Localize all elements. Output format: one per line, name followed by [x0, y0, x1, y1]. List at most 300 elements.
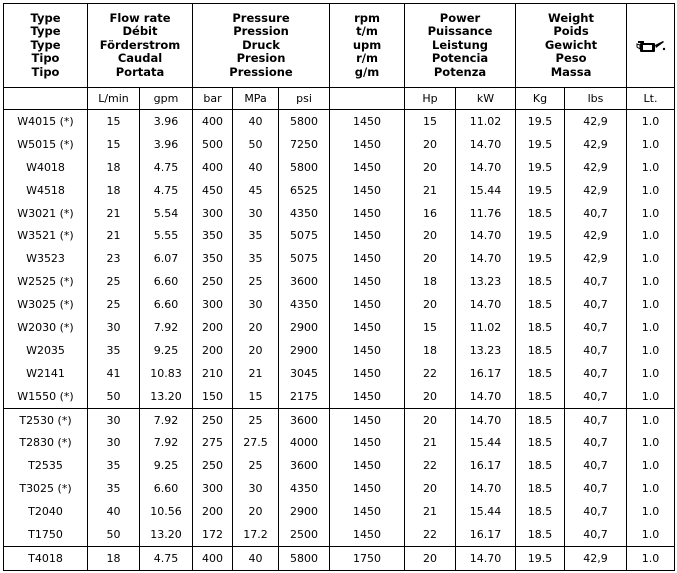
- table-cell: 1.0: [627, 546, 675, 570]
- table-cell: 350: [193, 247, 233, 270]
- table-cell: 1450: [330, 385, 405, 408]
- table-cell: 350: [193, 224, 233, 247]
- table-cell: 300: [193, 202, 233, 225]
- table-cell: 30: [88, 408, 140, 431]
- table-cell: 9.25: [140, 339, 193, 362]
- table-cell: 18.5: [516, 339, 565, 362]
- table-cell: 15.44: [456, 431, 516, 454]
- table-cell: 20: [405, 247, 456, 270]
- table-cell: 40,7: [565, 500, 627, 523]
- header-line: Massa: [550, 64, 592, 79]
- model-name-cell: T2040: [4, 500, 88, 523]
- header-line: Tipo: [31, 64, 60, 79]
- table-cell: 1450: [330, 224, 405, 247]
- table-cell: 40,7: [565, 270, 627, 293]
- table-cell: 1450: [330, 133, 405, 156]
- unit-label: L/min: [88, 88, 140, 110]
- header-line: Portata: [115, 64, 165, 79]
- table-cell: 35: [88, 454, 140, 477]
- table-cell: 1.0: [627, 385, 675, 408]
- table-row: [4, 431, 675, 454]
- table-cell: 20: [405, 133, 456, 156]
- table-cell: 1.0: [627, 408, 675, 431]
- table-cell: 20: [405, 156, 456, 179]
- table-cell: 35: [233, 224, 279, 247]
- table-cell: 1450: [330, 454, 405, 477]
- table-cell: 20: [233, 500, 279, 523]
- table-cell: 4.75: [140, 179, 193, 202]
- model-name-cell: W2030 (*): [4, 316, 88, 339]
- table-cell: 1450: [330, 247, 405, 270]
- model-group: [4, 110, 675, 409]
- header-line: Flow rate: [109, 10, 171, 25]
- table-cell: 4.75: [140, 546, 193, 570]
- header-line: Gewicht: [544, 37, 598, 52]
- table-cell: 18: [405, 270, 456, 293]
- table-cell: 35: [88, 477, 140, 500]
- unit-label: Lt.: [627, 88, 675, 110]
- model-name-cell: W3025 (*): [4, 293, 88, 316]
- table-row: [4, 362, 675, 385]
- table-cell: 1.0: [627, 247, 675, 270]
- table-cell: 250: [193, 454, 233, 477]
- table-cell: 13.20: [140, 385, 193, 408]
- table-cell: 42,9: [565, 224, 627, 247]
- table-cell: 1450: [330, 179, 405, 202]
- header-line: Druck: [242, 37, 280, 52]
- table-cell: 2900: [279, 316, 330, 339]
- table-cell: 1.0: [627, 270, 675, 293]
- table-cell: 16.17: [456, 454, 516, 477]
- table-cell: 20: [405, 224, 456, 247]
- table-cell: 300: [193, 293, 233, 316]
- table-cell: 2500: [279, 523, 330, 546]
- rpm-header: [330, 4, 405, 88]
- table-cell: 14.70: [456, 293, 516, 316]
- table-cell: 7.92: [140, 408, 193, 431]
- model-name-cell: W2525 (*): [4, 270, 88, 293]
- table-cell: 40,7: [565, 477, 627, 500]
- header-line: Potencia: [431, 51, 489, 66]
- table-cell: 4350: [279, 477, 330, 500]
- table-row: [4, 293, 675, 316]
- model-name-cell: W3523: [4, 247, 88, 270]
- table-cell: 14.70: [456, 546, 516, 570]
- model-name-cell: T2530 (*): [4, 408, 88, 431]
- table-cell: 15: [405, 110, 456, 133]
- unit-label: Kg: [516, 88, 565, 110]
- table-cell: 40: [233, 110, 279, 133]
- table-cell: 19.5: [516, 247, 565, 270]
- unit-label: MPa: [233, 88, 279, 110]
- table-cell: 1450: [330, 500, 405, 523]
- table-row: [4, 156, 675, 179]
- table-cell: 40,7: [565, 316, 627, 339]
- table-cell: 15: [405, 316, 456, 339]
- table-row: [4, 477, 675, 500]
- flow-rate-header: [88, 4, 193, 88]
- table-cell: 42,9: [565, 546, 627, 570]
- table-cell: 7.92: [140, 431, 193, 454]
- table-cell: 16.17: [456, 362, 516, 385]
- table-cell: 210: [193, 362, 233, 385]
- table-cell: 14.70: [456, 156, 516, 179]
- table-cell: 30: [233, 293, 279, 316]
- table-row: [4, 523, 675, 546]
- table-cell: 20: [405, 408, 456, 431]
- table-cell: 40,7: [565, 385, 627, 408]
- table-row: [4, 500, 675, 523]
- table-cell: 275: [193, 431, 233, 454]
- table-cell: 30: [88, 431, 140, 454]
- table-cell: 9.25: [140, 454, 193, 477]
- header-line: Type: [30, 10, 61, 25]
- header-line: Förderstrom: [99, 37, 181, 52]
- table-cell: 1.0: [627, 339, 675, 362]
- table-cell: 200: [193, 316, 233, 339]
- table-cell: 40,7: [565, 408, 627, 431]
- model-name-cell: W3521 (*): [4, 224, 88, 247]
- header-line: Poids: [553, 24, 589, 39]
- table-cell: 20: [405, 293, 456, 316]
- header-line: Caudal: [117, 51, 163, 66]
- table-cell: 11.76: [456, 202, 516, 225]
- table-cell: 50: [88, 523, 140, 546]
- table-cell: 21: [88, 202, 140, 225]
- table-cell: 42,9: [565, 247, 627, 270]
- table-cell: 3600: [279, 454, 330, 477]
- table-cell: 7250: [279, 133, 330, 156]
- table-cell: 400: [193, 156, 233, 179]
- table-cell: 5075: [279, 247, 330, 270]
- table-cell: 19.5: [516, 546, 565, 570]
- power-header: [405, 4, 516, 88]
- table-cell: 19.5: [516, 179, 565, 202]
- table-cell: 1450: [330, 110, 405, 133]
- table-cell: 2900: [279, 339, 330, 362]
- table-cell: 42,9: [565, 156, 627, 179]
- table-cell: 1.0: [627, 316, 675, 339]
- table-cell: 1.0: [627, 293, 675, 316]
- type-header: [4, 4, 88, 88]
- table-cell: 1450: [330, 362, 405, 385]
- unit-label: gpm: [140, 88, 193, 110]
- table-cell: 18: [88, 156, 140, 179]
- table-cell: 15: [233, 385, 279, 408]
- table-cell: 21: [233, 362, 279, 385]
- table-cell: 14.70: [456, 385, 516, 408]
- table-row: [4, 546, 675, 570]
- table-cell: 450: [193, 179, 233, 202]
- unit-label: Hp: [405, 88, 456, 110]
- table-cell: 25: [88, 270, 140, 293]
- weight-header: [516, 4, 627, 88]
- table-cell: 400: [193, 110, 233, 133]
- header-line: upm: [352, 37, 382, 52]
- units-blank-cell: [4, 88, 88, 110]
- table-cell: 13.23: [456, 339, 516, 362]
- table-cell: 10.56: [140, 500, 193, 523]
- table-cell: 1.0: [627, 362, 675, 385]
- table-cell: 200: [193, 339, 233, 362]
- table-cell: 20: [233, 316, 279, 339]
- table-cell: 14.70: [456, 408, 516, 431]
- table-cell: 6525: [279, 179, 330, 202]
- table-cell: 30: [88, 316, 140, 339]
- table-cell: 250: [193, 408, 233, 431]
- model-name-cell: W1550 (*): [4, 385, 88, 408]
- table-cell: 22: [405, 523, 456, 546]
- table-cell: 1450: [330, 523, 405, 546]
- table-row: [4, 202, 675, 225]
- table-cell: 5800: [279, 546, 330, 570]
- table-cell: 40: [233, 156, 279, 179]
- table-cell: 40,7: [565, 202, 627, 225]
- table-cell: 21: [88, 224, 140, 247]
- model-name-cell: W3021 (*): [4, 202, 88, 225]
- unit-label: psi: [279, 88, 330, 110]
- table-cell: 500: [193, 133, 233, 156]
- table-cell: 13.20: [140, 523, 193, 546]
- table-cell: 1.0: [627, 500, 675, 523]
- table-cell: 1.0: [627, 454, 675, 477]
- table-cell: 1450: [330, 477, 405, 500]
- units-rpm-blank-cell: [330, 88, 405, 110]
- table-cell: 3.96: [140, 133, 193, 156]
- table-cell: 1.0: [627, 202, 675, 225]
- table-cell: 40,7: [565, 523, 627, 546]
- model-name-cell: T2830 (*): [4, 431, 88, 454]
- header-line: r/m: [356, 51, 378, 66]
- table-cell: 16.17: [456, 523, 516, 546]
- table-cell: 4350: [279, 293, 330, 316]
- header-line: Puissance: [427, 24, 493, 39]
- model-name-cell: T2535: [4, 454, 88, 477]
- table-cell: 3045: [279, 362, 330, 385]
- table-cell: 18.5: [516, 431, 565, 454]
- table-cell: 20: [405, 546, 456, 570]
- table-cell: 1450: [330, 408, 405, 431]
- table-cell: 41: [88, 362, 140, 385]
- table-cell: 30: [233, 477, 279, 500]
- table-cell: 17.2: [233, 523, 279, 546]
- table-cell: 20: [405, 385, 456, 408]
- table-cell: 300: [193, 477, 233, 500]
- model-name-cell: T1750: [4, 523, 88, 546]
- table-cell: 4.75: [140, 156, 193, 179]
- table-cell: 40: [233, 546, 279, 570]
- table-cell: 18.5: [516, 477, 565, 500]
- table-cell: 4350: [279, 202, 330, 225]
- header-line: Débit: [122, 24, 158, 39]
- model-name-cell: T4018: [4, 546, 88, 570]
- header-line: Power: [439, 10, 481, 25]
- model-name-cell: W5015 (*): [4, 133, 88, 156]
- table-cell: 2900: [279, 500, 330, 523]
- table-cell: 14.70: [456, 133, 516, 156]
- table-cell: 22: [405, 362, 456, 385]
- pump-spec-table: [3, 3, 675, 571]
- table-cell: 1750: [330, 546, 405, 570]
- header-line: t/m: [356, 24, 378, 39]
- table-cell: 1450: [330, 339, 405, 362]
- table-cell: 6.60: [140, 293, 193, 316]
- table-cell: 40,7: [565, 293, 627, 316]
- header-line: Leistung: [432, 37, 489, 52]
- table-row: [4, 316, 675, 339]
- table-cell: 1450: [330, 156, 405, 179]
- table-cell: 35: [233, 247, 279, 270]
- header-line: Pressione: [229, 64, 293, 79]
- table-cell: 15.44: [456, 500, 516, 523]
- table-cell: 50: [88, 385, 140, 408]
- table-cell: 45: [233, 179, 279, 202]
- pressure-header: [193, 4, 330, 88]
- table-cell: 1.0: [627, 133, 675, 156]
- table-cell: 18.5: [516, 454, 565, 477]
- table-cell: 11.02: [456, 316, 516, 339]
- table-cell: 18.5: [516, 408, 565, 431]
- table-cell: 172: [193, 523, 233, 546]
- table-row: [4, 408, 675, 431]
- table-cell: 1.0: [627, 110, 675, 133]
- header-line: g/m: [354, 64, 380, 79]
- table-cell: 15: [88, 133, 140, 156]
- table-cell: 21: [405, 179, 456, 202]
- table-cell: 30: [233, 202, 279, 225]
- table-cell: 25: [233, 408, 279, 431]
- table-cell: 1.0: [627, 179, 675, 202]
- header-line: Type: [30, 24, 61, 39]
- table-cell: 5800: [279, 156, 330, 179]
- header-line: rpm: [354, 10, 380, 25]
- model-name-cell: W4018: [4, 156, 88, 179]
- model-group: [4, 408, 675, 546]
- table-cell: 2175: [279, 385, 330, 408]
- table-cell: 6.60: [140, 270, 193, 293]
- table-cell: 40,7: [565, 362, 627, 385]
- table-cell: 7.92: [140, 316, 193, 339]
- unit-label: lbs: [565, 88, 627, 110]
- table-cell: 3.96: [140, 110, 193, 133]
- table-cell: 50: [233, 133, 279, 156]
- table-cell: 42,9: [565, 179, 627, 202]
- header-line: Pressure: [232, 10, 290, 25]
- oil-header: [627, 4, 675, 88]
- table-cell: 18.5: [516, 523, 565, 546]
- table-cell: 18.5: [516, 270, 565, 293]
- table-cell: 1450: [330, 431, 405, 454]
- table-cell: 20: [405, 477, 456, 500]
- table-cell: 11.02: [456, 110, 516, 133]
- table-cell: 18.5: [516, 316, 565, 339]
- table-cell: 1450: [330, 270, 405, 293]
- table-cell: 1.0: [627, 523, 675, 546]
- table-cell: 150: [193, 385, 233, 408]
- table-cell: 13.23: [456, 270, 516, 293]
- table-cell: 18: [405, 339, 456, 362]
- table-cell: 1450: [330, 293, 405, 316]
- table-cell: 40,7: [565, 454, 627, 477]
- table-cell: 5075: [279, 224, 330, 247]
- table-cell: 3600: [279, 408, 330, 431]
- table-cell: 19.5: [516, 110, 565, 133]
- table-cell: 5800: [279, 110, 330, 133]
- table-cell: 200: [193, 500, 233, 523]
- units-row: [4, 88, 675, 110]
- table-cell: 27.5: [233, 431, 279, 454]
- table-cell: 14.70: [456, 477, 516, 500]
- model-name-cell: W4518: [4, 179, 88, 202]
- table-row: [4, 385, 675, 408]
- table-cell: 20: [233, 339, 279, 362]
- header-line: Type: [30, 37, 61, 52]
- table-cell: 42,9: [565, 110, 627, 133]
- model-group: [4, 546, 675, 570]
- table-cell: 18.5: [516, 202, 565, 225]
- table-cell: 18.5: [516, 500, 565, 523]
- table-cell: 19.5: [516, 133, 565, 156]
- table-cell: 250: [193, 270, 233, 293]
- table-cell: 21: [405, 431, 456, 454]
- table-cell: 14.70: [456, 224, 516, 247]
- header-line: Peso: [555, 51, 587, 66]
- table-cell: 42,9: [565, 133, 627, 156]
- table-cell: 5.54: [140, 202, 193, 225]
- table-cell: 15: [88, 110, 140, 133]
- table-cell: 18.5: [516, 362, 565, 385]
- header-line: Pression: [233, 24, 289, 39]
- header-line: Weight: [548, 10, 594, 25]
- table-cell: 14.70: [456, 247, 516, 270]
- oil-can-icon: [627, 37, 674, 55]
- table-cell: 23: [88, 247, 140, 270]
- table-cell: 21: [405, 500, 456, 523]
- table-row: [4, 247, 675, 270]
- table-cell: 6.60: [140, 477, 193, 500]
- table-row: [4, 270, 675, 293]
- table-cell: 18.5: [516, 293, 565, 316]
- table-cell: 18: [88, 546, 140, 570]
- header-line: Potenza: [433, 64, 487, 79]
- table-cell: 1.0: [627, 477, 675, 500]
- table-cell: 1.0: [627, 156, 675, 179]
- table-cell: 6.07: [140, 247, 193, 270]
- table-cell: 18: [88, 179, 140, 202]
- table-row: [4, 339, 675, 362]
- header-line: Presion: [236, 51, 286, 66]
- unit-label: bar: [193, 88, 233, 110]
- table-cell: 19.5: [516, 156, 565, 179]
- table-cell: 40,7: [565, 339, 627, 362]
- table-row: [4, 224, 675, 247]
- table-row: [4, 133, 675, 156]
- model-name-cell: T3025 (*): [4, 477, 88, 500]
- table-cell: 25: [88, 293, 140, 316]
- table-cell: 19.5: [516, 224, 565, 247]
- table-cell: 25: [233, 270, 279, 293]
- table-row: [4, 110, 675, 133]
- table-cell: 25: [233, 454, 279, 477]
- table-cell: 3600: [279, 270, 330, 293]
- table-cell: 40,7: [565, 431, 627, 454]
- unit-label: kW: [456, 88, 516, 110]
- table-cell: 1.0: [627, 431, 675, 454]
- table-cell: 35: [88, 339, 140, 362]
- table-cell: 16: [405, 202, 456, 225]
- table-cell: 18.5: [516, 385, 565, 408]
- table-row: [4, 454, 675, 477]
